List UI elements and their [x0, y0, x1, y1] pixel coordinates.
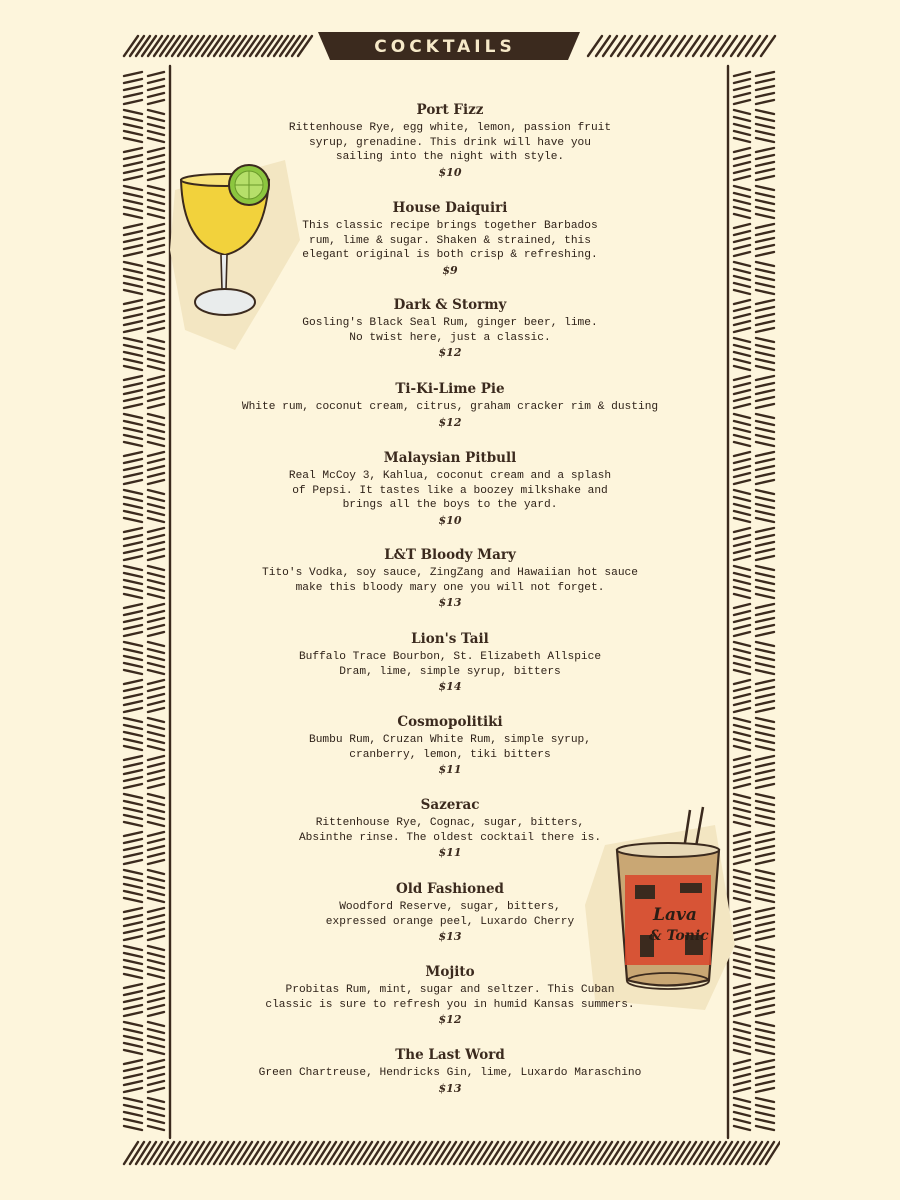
- item-name: Ti-Ki-Lime Pie: [395, 381, 505, 397]
- item-name: Mojito: [425, 964, 475, 980]
- menu-item-port-fizz: [200, 101, 700, 180]
- item-name: Sazerac: [420, 797, 480, 813]
- item-price: $11: [438, 763, 462, 776]
- item-price: $12: [438, 346, 462, 359]
- item-name: The Last Word: [395, 1047, 505, 1063]
- menu-item-mojito: [200, 963, 700, 1027]
- item-price: $10: [438, 513, 462, 527]
- item-description: Rittenhouse Rye, egg white, lemon, passion fruit syrup, grenadine. This drink will have you sailing into the night with style.: [288, 122, 612, 163]
- item-description: Rittenhouse Rye, Cognac, sugar, bitters, Absinthe rinse. The oldest cocktail there is.: [298, 817, 602, 844]
- menu-item-sazerac: [200, 796, 700, 860]
- item-price: $13: [438, 930, 462, 943]
- item-name: Dark & Stormy: [393, 297, 507, 313]
- item-price: $9: [442, 263, 458, 277]
- item-description: Buffalo Trace Bourbon, St. Elizabeth Allspice Dram, lime, simple syrup, bitters: [298, 651, 602, 678]
- menu-item-dark-stormy: [200, 296, 700, 360]
- item-name: House Daiquiri: [392, 200, 508, 216]
- menu-item-ti-ki-lime-pie: [200, 380, 700, 430]
- item-name: Malaysian Pitbull: [383, 450, 517, 466]
- item-name: Lion's Tail: [411, 631, 489, 647]
- item-description: White rum, coconut cream, citrus, graham cracker rim & dusting: [241, 401, 659, 413]
- item-price: $12: [438, 415, 462, 429]
- glass-logo-line1: Lava: [653, 905, 697, 925]
- item-name: L&T Bloody Mary: [384, 547, 516, 563]
- item-description: Bumbu Rum, Cruzan White Rum, simple syrup, cranberry, lemon, tiki bitters: [309, 734, 591, 761]
- menu-item-old-fashioned: [200, 880, 700, 944]
- menu-item-cosmopolitiki: [200, 713, 700, 777]
- item-name: Old Fashioned: [395, 881, 504, 897]
- item-description: Woodford Reserve, sugar, bitters, expressed orange peel, Luxardo Cherry: [325, 901, 575, 928]
- menu-item-the-last-word: [200, 1046, 700, 1096]
- item-price: $12: [438, 1013, 462, 1026]
- item-price: $10: [438, 165, 462, 179]
- menu-item-lt-bloody-mary: [200, 546, 700, 610]
- glass-logo-line2: & Tonic: [649, 928, 709, 944]
- item-description: Green Chartreuse, Hendricks Gin, lime, Luxardo Maraschino: [258, 1067, 642, 1079]
- item-price: $13: [438, 1081, 462, 1095]
- menu-item-house-daiquiri: [200, 199, 700, 278]
- item-description: Probitas Rum, mint, sugar and seltzer. This Cuban classic is sure to refresh you in humid Kansas summers.: [265, 984, 635, 1011]
- item-description: Real McCoy 3, Kahlua, coconut cream and a splash of Pepsi. It tastes like a boozey milkshake and brings all the boys to the yard.: [288, 470, 612, 511]
- item-price: $14: [438, 680, 462, 693]
- item-description: This classic recipe brings together Barbados rum, lime & sugar. Shaken & strained, this elegant original is both crisp & refreshing.: [302, 220, 598, 261]
- menu-item-malaysian-pitbull: [200, 449, 700, 528]
- item-price: $11: [438, 846, 462, 859]
- menu-title: COCKTAILS: [374, 37, 516, 57]
- item-name: Cosmopolitiki: [397, 714, 503, 730]
- menu-item-lions-tail: [200, 630, 700, 694]
- item-description: Gosling's Black Seal Rum, ginger beer, lime. No twist here, just a classic.: [302, 317, 598, 344]
- item-description: Tito's Vodka, soy sauce, ZingZang and Hawaiian hot sauce make this bloody mary one you will not forget.: [262, 567, 638, 594]
- item-name: Port Fizz: [416, 102, 484, 118]
- item-price: $13: [438, 596, 462, 609]
